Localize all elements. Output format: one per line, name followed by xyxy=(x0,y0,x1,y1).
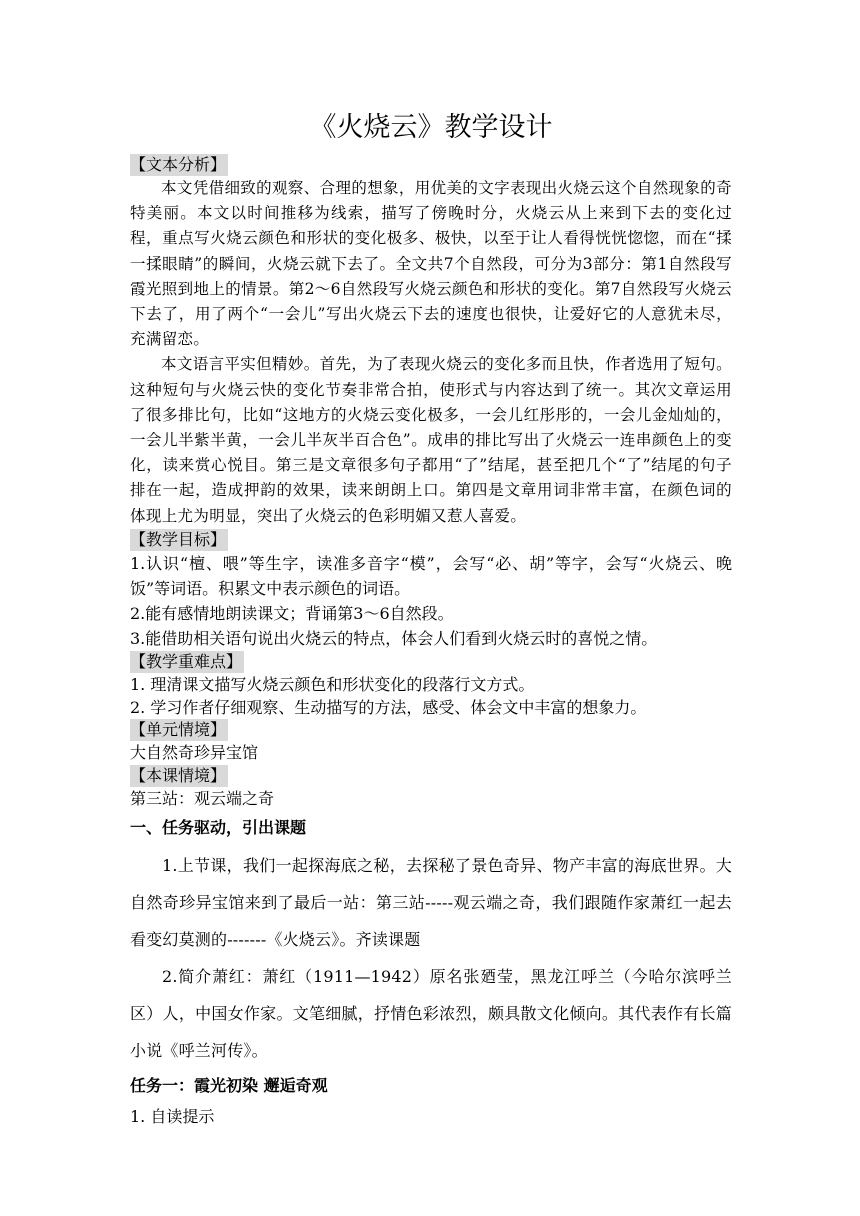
task-one-item-1: 1. 自读提示 xyxy=(130,1106,215,1126)
key-point-item-2: 2. 学习作者仔细观察、生动描写的方法，感受、体会文中丰富的想象力。 xyxy=(130,697,647,717)
section-heading-unit-context: 【单元情境】 xyxy=(130,719,227,739)
unit-context-text: 大自然奇珍异宝馆 xyxy=(130,742,259,762)
part-one-paragraph-1: 1.上节课，我们一起探海底之秘，去探秘了景色奇异、物产丰富的海底世界。大自然奇珍异宝馆来到了最后一站：第三站-----观云端之奇，我们跟随作家萧红一起去看变幻莫测的-------《火烧云》。齐读课题 xyxy=(130,855,732,949)
document-page xyxy=(130,108,732,1129)
goal-item-1: 1.认识“檀、喂”等生字，读准多音字“模”，会写“必、胡”等字，会写“火烧云、晚饭”等词语。积累文中表示颜色的词语。 xyxy=(130,553,732,598)
text-analysis-paragraph-2: 本文语言平实但精妙。首先，为了表现火烧云的变化多而且快，作者选用了短句。这种短句与火烧云快的变化节奏非常合拍，使形式与内容达到了统一。其次文章运用了很多排比句，比如“这地方的火烧云变化极多，一会儿红彤彤的，一会儿金灿灿的，一会儿半紫半黄，一会儿半灰半百合色”。成串的排比写出了火烧云一连串颜色上的变化，读来赏心悦目。第三是文章很多句子都用“了”结尾，甚至把几个“了”结尾的句子排在一起，造成押韵的效果，读来朗朗上口。第四是文章用词非常丰富，在颜色词的体现上尤为明显，突出了火烧云的色彩明媚又惹人喜爱。 xyxy=(130,355,732,525)
part-one-heading: 一、任务驱动，引出课题 xyxy=(130,817,307,837)
task-one-heading: 任务一：霞光初染 邂逅奇观 xyxy=(130,1075,328,1095)
part-one-paragraph-2: 2.简介萧红：萧红（1911—1942）原名张廼莹，黑龙江呼兰（今哈尔滨呼兰区）人，中国女作家。文笔细腻，抒情色彩浓烈，颇具散文化倾向。其代表作有长篇小说《呼兰河传》。 xyxy=(130,966,732,1060)
goal-item-2: 2.能有感情地朗读课文；背诵第3～6自然段。 xyxy=(130,603,454,623)
section-heading-key-points: 【教学重难点】 xyxy=(130,651,243,671)
document-title: 《火烧云》教学设计 xyxy=(309,112,553,143)
section-heading-lesson-context: 【本课情境】 xyxy=(130,765,227,785)
key-point-item-1: 1. 理清课文描写火烧云颜色和形状变化的段落行文方式。 xyxy=(130,674,535,694)
section-heading-text-analysis: 【文本分析】 xyxy=(130,155,227,174)
lesson-context-text: 第三站：观云端之奇 xyxy=(130,788,275,808)
text-analysis-paragraph-1: 本文凭借细致的观察、合理的想象，用优美的文字表现出火烧云这个自然现象的奇特美丽。本文以时间推移为线索，描写了傍晚时分，火烧云从上来到下去的变化过程，重点写火烧云颜色和形状的变化极多、极快，以至于让人看得恍恍惚惚，而在“揉一揉眼睛”的瞬间，火烧云就下去了。全文共7个自然段，可分为3部分：第1自然段写霞光照到地上的情景。第2～6自然段写火烧云颜色和形状的变化。第7自然段写火烧云下去了，用了两个“一会儿”写出火烧云下去的速度也很快，让爱好它的人意犹未尽，充满留恋。 xyxy=(130,179,732,349)
section-heading-goals: 【教学目标】 xyxy=(130,529,227,549)
goal-item-3: 3.能借助相关语句说出火烧云的特点，体会人们看到火烧云时的喜悦之情。 xyxy=(130,628,658,648)
